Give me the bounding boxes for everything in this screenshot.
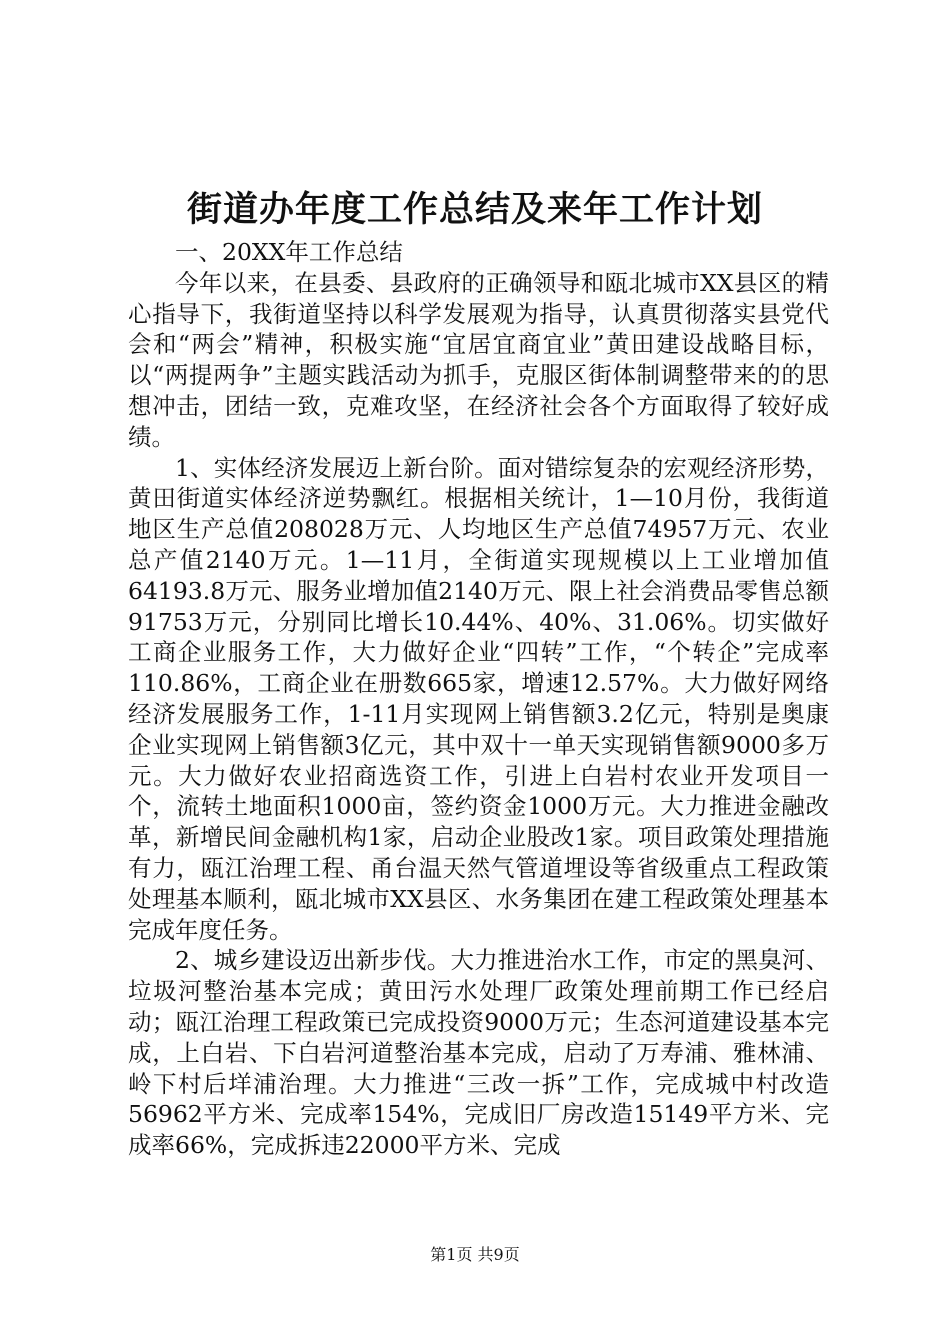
document-body bbox=[128, 237, 829, 1161]
paragraph-construction: 2、城乡建设迈出新步伐。大力推进治水工作，市定的黑臭河、垃圾河整治基本完成；黄田污水处理厂政策处理前期工作已经启动；瓯江治理工程政策已完成投资9000万元；生态河道建设基本完成，上白岩、下白岩河道整治基本完成，启动了万寿浦、雅林浦、岭下村后垟浦治理。大力推进“三改一拆”工作，完成城中村改造56962平方米、完成率154%，完成旧厂房改造15149平方米、完成率66%，完成拆违22000平方米、完成 bbox=[128, 946, 829, 1160]
paragraph-economy: 1、实体经济发展迈上新台阶。面对错综复杂的宏观经济形势，黄田街道实体经济逆势飘红。根据相关统计，1—10月份，我街道地区生产总值208028万元、人均地区生产总值74957万元、农业总产值2140万元。1—11月，全街道实现规模以上工业增加值64193.8万元、服务业增加值2140万元、限上社会消费品零售总额91753万元，分别同比增长10.44%、40%、31.06%。切实做好工商企业服务工作，大力做好企业“四转”工作，“个转企”完成率110.86%，工商企业在册数665家，增速12.57%。大力做好网络经济发展服务工作，1-11月实现网上销售额3.2亿元，特别是奥康企业实现网上销售额3亿元，其中双十一单天实现销售额9000多万元。大力做好农业招商选资工作，引进上白岩村农业开发项目一个，流转土地面积1000亩，签约资金1000万元。大力推进金融改革，新增民间金融机构1家，启动企业股改1家。项目政策处理措施有力，瓯江治理工程、甬台温天然气管道埋设等省级重点工程政策处理基本顺利，瓯北城市XX县区、水务集团在建工程政策处理基本完成年度任务。 bbox=[128, 453, 829, 944]
page-footer: 第1页 共9页 bbox=[430, 1245, 520, 1264]
paragraph-intro: 今年以来，在县委、县政府的正确领导和瓯北城市XX县区的精心指导下，我街道坚持以科学发展观为指导，认真贯彻落实县党代会和“两会”精神，积极实施“宜居宜商宜业”黄田建设战略目标，以“两提两争”主题实践活动为抓手，克服区街体制调整带来的的思想冲击，团结一致，克难攻坚，在经济社会各个方面取得了较好成绩。 bbox=[128, 268, 829, 451]
section-heading: 一、20XX年工作总结 bbox=[175, 238, 403, 266]
document-title: 街道办年度工作总结及来年工作计划 bbox=[186, 189, 763, 230]
